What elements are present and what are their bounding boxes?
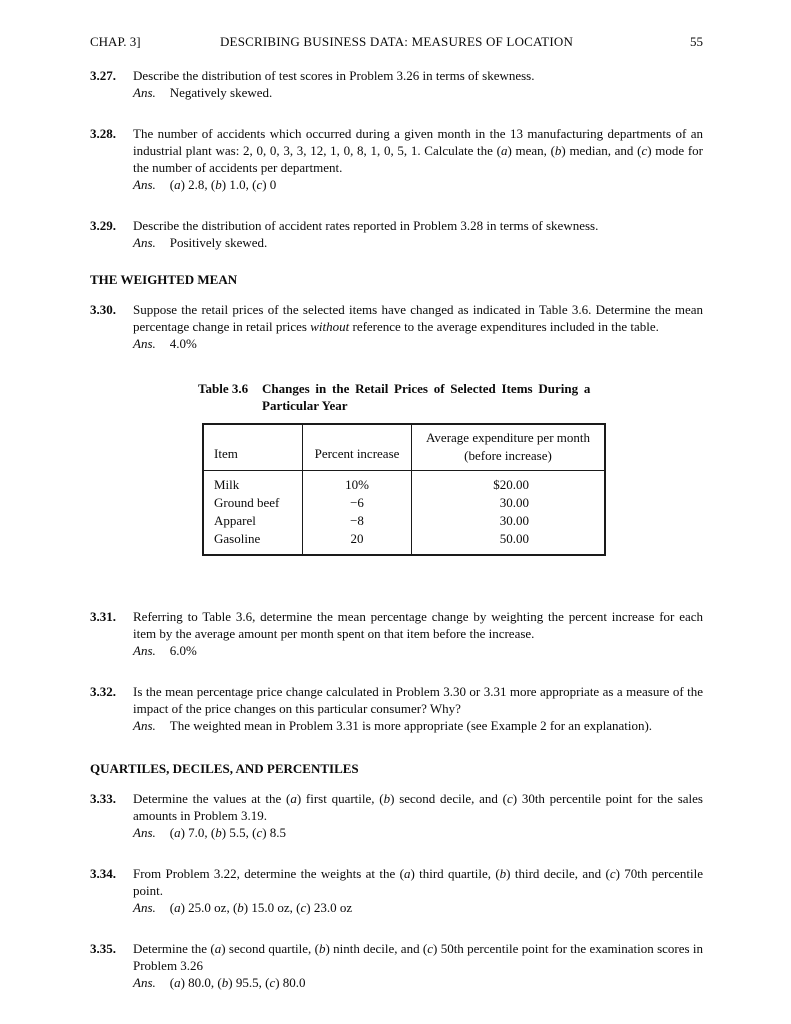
answer-label: Ans. [133, 900, 156, 915]
table-row [203, 512, 605, 530]
problem-text: The number of accidents which occurred during a given month in the 13 manufacturing departments of an industrial plant was: 2, 0, 0, 3, 3, 12, 1, 0, 8, 1, 0, 5, 1. Calculate the (a) mean, (b) median, and (c) mode for the number of accidents per department. [133, 126, 703, 175]
table-header-row [203, 424, 605, 471]
answer-value: Positively skewed. [169, 235, 268, 250]
cell-item: Milk [203, 471, 303, 495]
cell-expenditure: 30.00 [499, 495, 529, 510]
answer-line [133, 335, 703, 352]
answer-value: The weighted mean in Problem 3.31 is more appropriate (see Example 2 for an explanation). [169, 718, 653, 733]
problem-3-32 [90, 683, 703, 734]
column-header-item: Item [203, 424, 303, 471]
answer-label: Ans. [133, 975, 156, 990]
cell-item: Apparel [203, 512, 303, 530]
problem-text: Describe the distribution of accident rates reported in Problem 3.28 in terms of skewness. [133, 218, 599, 233]
problem-3-34 [90, 865, 703, 916]
answer-value: (a) 25.0 oz, (b) 15.0 oz, (c) 23.0 oz [169, 900, 353, 915]
table-caption-text: Changes in the Retail Prices of Selected Items During a Particular Year [262, 381, 591, 413]
column-header-average-expenditure: Average expenditure per month (before increase) [412, 424, 606, 471]
answer-value: (a) 80.0, (b) 95.5, (c) 80.0 [169, 975, 306, 990]
answer-line [133, 642, 703, 659]
retail-prices-table [202, 423, 606, 556]
cell-expenditure: 30.00 [499, 513, 529, 528]
section-heading-quartiles: QUARTILES, DECILES, AND PERCENTILES [90, 761, 359, 776]
answer-line [133, 824, 703, 841]
problem-text: Suppose the retail prices of the selected items have changed as indicated in Table 3.6. Determine the mean percentage change in retail prices without reference to the average expenditures included in the table. [133, 302, 703, 334]
problem-text: Describe the distribution of test scores in Problem 3.26 in terms of skewness. [133, 68, 535, 83]
cell-percent: −8 [303, 512, 412, 530]
answer-label: Ans. [133, 825, 156, 840]
answer-line [133, 974, 703, 991]
answer-label: Ans. [133, 718, 156, 733]
running-head [90, 33, 703, 50]
answer-label: Ans. [133, 85, 156, 100]
problem-3-31 [90, 608, 703, 659]
cell-expenditure: $20.00 [493, 477, 529, 492]
problem-number: 3.27. [90, 68, 116, 83]
answer-line [133, 84, 703, 101]
problem-text: Referring to Table 3.6, determine the mean percentage change by weighting the percent increase for each item by the average amount per month spent on that item before the increase. [133, 609, 703, 641]
table-3-6-block [198, 380, 592, 556]
cell-item: Ground beef [203, 494, 303, 512]
problem-3-27 [90, 67, 703, 101]
section-heading-weighted-mean: THE WEIGHTED MEAN [90, 272, 238, 287]
answer-label: Ans. [133, 177, 156, 192]
problem-text: Is the mean percentage price change calculated in Problem 3.30 or 3.31 more appropriate as a measure of the impact of the price changes on this particular consumer? Why? [133, 684, 703, 716]
problem-3-29 [90, 217, 703, 251]
cell-percent: 20 [303, 530, 412, 555]
page-number: 55 [690, 34, 703, 49]
answer-line [133, 717, 703, 734]
table-caption [198, 380, 592, 414]
answer-label: Ans. [133, 235, 156, 250]
answer-value: 4.0% [169, 336, 197, 351]
chapter-label: CHAP. 3] [90, 34, 141, 49]
page-title: DESCRIBING BUSINESS DATA: MEASURES OF LOCATION [219, 34, 574, 49]
cell-expenditure: 50.00 [499, 531, 529, 546]
problem-text: Determine the (a) second quartile, (b) ninth decile, and (c) 50th percentile point for the examination scores in Problem 3.26 [133, 941, 704, 973]
problem-number: 3.33. [90, 791, 116, 806]
problem-3-35 [90, 940, 703, 991]
problem-text: From Problem 3.22, determine the weights at the (a) third quartile, (b) third decile, and (c) 70th percentile point. [133, 866, 704, 898]
answer-value: (a) 7.0, (b) 5.5, (c) 8.5 [169, 825, 287, 840]
answer-line [133, 176, 703, 193]
table-row [203, 530, 605, 555]
problem-number: 3.28. [90, 126, 116, 141]
answer-line [133, 899, 703, 916]
answer-value: (a) 2.8, (b) 1.0, (c) 0 [169, 177, 277, 192]
problem-number: 3.35. [90, 941, 116, 956]
answer-value: 6.0% [169, 643, 197, 658]
problem-number: 3.32. [90, 684, 116, 699]
answer-label: Ans. [133, 643, 156, 658]
problem-number: 3.31. [90, 609, 116, 624]
table-row [203, 471, 605, 495]
answer-line [133, 234, 703, 251]
table-caption-label: Table 3.6 [198, 381, 249, 396]
column-header-percent-increase: Percent increase [303, 424, 412, 471]
cell-percent: −6 [303, 494, 412, 512]
answer-value: Negatively skewed. [169, 85, 273, 100]
problem-text: Determine the values at the (a) first quartile, (b) second decile, and (c) 30th percentile point for the sales amounts in Problem 3.19. [133, 791, 703, 823]
problem-3-33 [90, 790, 703, 841]
problem-number: 3.34. [90, 866, 116, 881]
problem-3-28 [90, 125, 703, 193]
problem-number: 3.29. [90, 218, 116, 233]
answer-label: Ans. [133, 336, 156, 351]
table-row [203, 494, 605, 512]
cell-percent: 10% [303, 471, 412, 495]
problem-number: 3.30. [90, 302, 116, 317]
problem-3-30 [90, 301, 703, 352]
cell-item: Gasoline [203, 530, 303, 555]
